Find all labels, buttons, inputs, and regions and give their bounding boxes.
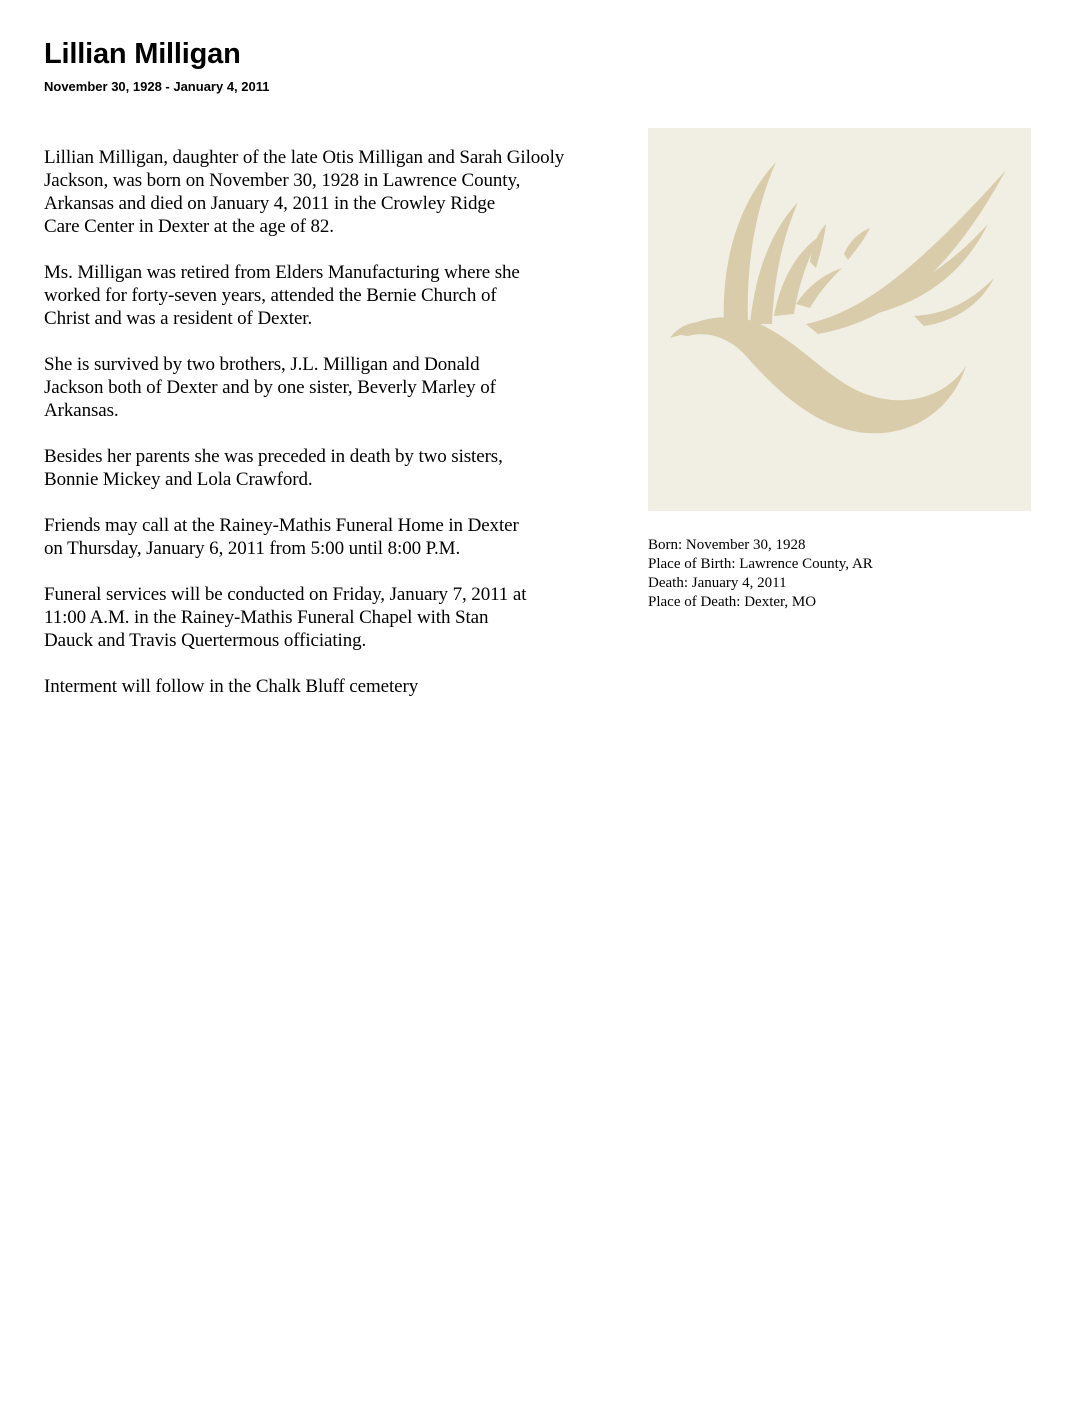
obituary-paragraph: Funeral services will be conducted on Friday, January 7, 2011 at 11:00 A.M. in the Rainey-Mathis Funeral Chapel with Stan Dauck and Travis Quertermous officiating.: [44, 584, 527, 651]
obituary-paragraph: Besides her parents she was preceded in death by two sisters, Bonnie Mickey and Lola Crawford.: [44, 446, 503, 490]
obituary-paragraph: Interment will follow in the Chalk Bluff cemetery: [44, 676, 419, 697]
place-of-death-fact: Place of Death: Dexter, MO: [648, 594, 817, 610]
obituary-paragraph: She is survived by two brothers, J.L. Milligan and Donald Jackson both of Dexter and by one sister, Beverly Marley of Arkansas.: [44, 354, 496, 421]
dove-icon: [648, 128, 1031, 511]
obituary-paragraph: Lillian Milligan, daughter of the late Otis Milligan and Sarah Gilooly Jackson, was born on November 30, 1928 in Lawrence County, Arkansas and died on January 4, 2011 in the Crowley Ridge Care Center in Dexter at the age of 82.: [44, 147, 565, 237]
life-dates: November 30, 1928 - January 4, 2011: [44, 79, 270, 94]
obituary-paragraph: Friends may call at the Rainey-Mathis Funeral Home in Dexter on Thursday, January 6, 2011 from 5:00 until 8:00 P.M.: [44, 515, 519, 559]
born-fact: Born: November 30, 1928: [648, 537, 806, 553]
place-of-birth-fact: Place of Birth: Lawrence County, AR: [648, 556, 873, 572]
page-title: Lillian Milligan: [44, 38, 241, 70]
vital-facts: [648, 536, 873, 612]
obituary-body: [44, 146, 674, 721]
obituary-paragraph: Ms. Milligan was retired from Elders Manufacturing where she worked for forty-seven years, attended the Bernie Church of Christ and was a resident of Dexter.: [44, 262, 520, 329]
memorial-image: [648, 128, 1031, 511]
death-fact: Death: January 4, 2011: [648, 575, 787, 591]
